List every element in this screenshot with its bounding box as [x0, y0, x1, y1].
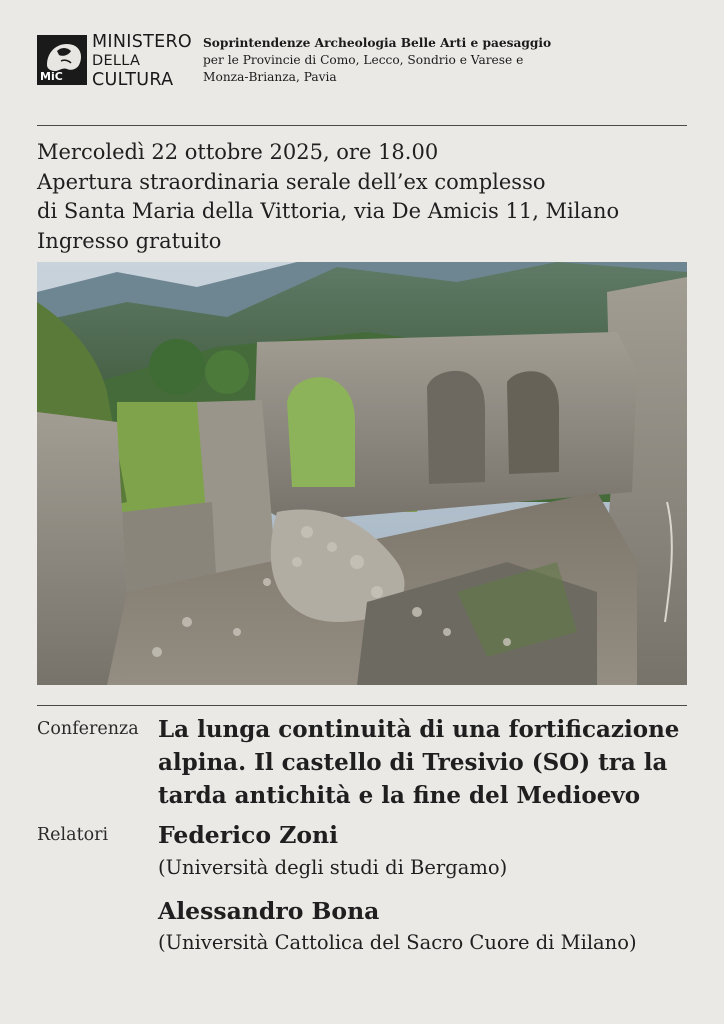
event-admission: Ingresso gratuito: [37, 228, 222, 253]
ministry-logo: [37, 35, 87, 85]
ministry-name: [92, 33, 192, 90]
logo-text: MiC: [40, 70, 63, 83]
event-date: Mercoledì 22 ottobre 2025, ore 18.00: [37, 140, 439, 164]
speaker-affiliation: (Università Cattolica del Sacro Cuore di Milano): [158, 931, 637, 954]
soprintendenza-text: [203, 35, 551, 86]
divider: [37, 125, 687, 126]
speaker-name: Alessandro Bona: [158, 897, 380, 925]
event-location: di Santa Maria della Vittoria, via De Amicis 11, Milano: [37, 199, 620, 223]
soprintendenza-line: per le Provincie di Como, Lecco, Sondrio e Varese e: [203, 53, 524, 67]
event-description: Apertura straordinaria serale dell’ex complesso: [37, 169, 546, 194]
ministry-line: MINISTERO: [92, 32, 193, 52]
conference-title-line: tarda antichità e la fine del Medioevo: [158, 782, 641, 809]
soprintendenza-title: Soprintendenze Archeologia Belle Arti e paesaggio: [203, 36, 552, 50]
conference-title-line: La lunga continuità di una fortificazione: [158, 716, 680, 743]
soprintendenza-line: Monza-Brianza, Pavia: [203, 70, 337, 84]
divider: [37, 705, 687, 706]
event-info: [37, 138, 619, 256]
speaker-affiliation: (Università degli studi di Bergamo): [158, 856, 508, 879]
speaker-entry: [158, 820, 507, 883]
conference-label: Conferenza: [37, 719, 139, 739]
speakers-label: Relatori: [37, 825, 109, 845]
conference-title: [158, 713, 679, 812]
ministry-line: CULTURA: [92, 70, 174, 90]
conference-title-line: alpina. Il castello di Tresivio (SO) tra la: [158, 749, 668, 776]
castle-ruins-photo: [37, 262, 687, 685]
ministry-line: DELLA: [92, 53, 141, 69]
speaker-name: Federico Zoni: [158, 821, 339, 849]
header: [37, 33, 687, 89]
speaker-entry: [158, 896, 637, 958]
